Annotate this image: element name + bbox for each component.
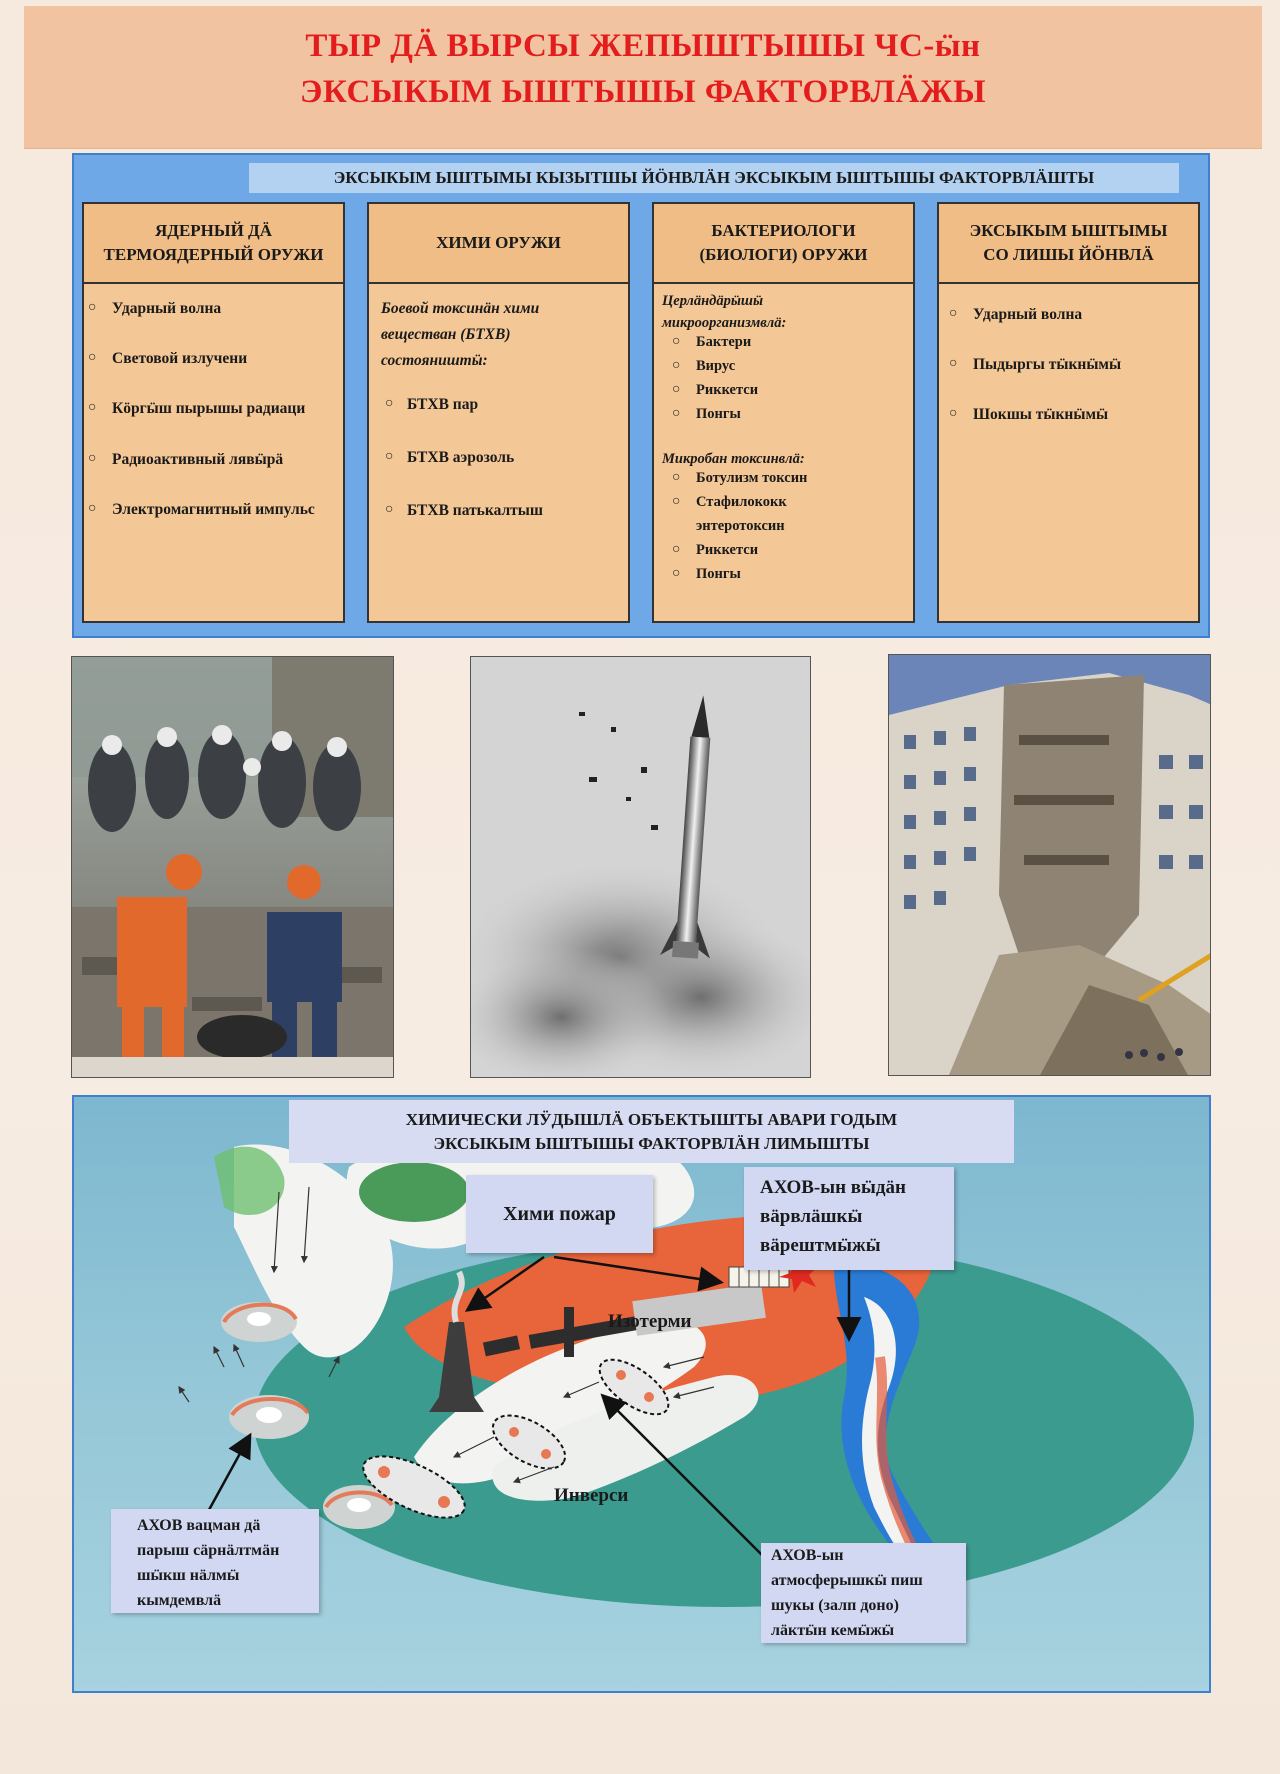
chemical-note-line-2: веществан (БТХВ)	[381, 326, 511, 343]
vapor-cloud-line-3: шӹкш нӓлмӹ	[137, 1567, 240, 1584]
list-item: ○ БТХВ аэрозоль	[381, 449, 621, 502]
list-item-continuation: энтеротоксин	[696, 518, 785, 534]
water-spill-line-2: вӓрвлӓшкӹ	[760, 1206, 863, 1227]
list-item: ○ Стафилококк	[668, 494, 907, 518]
poster-title-line-2: ЭКСЫКЫМ ЫШТЫШЫ ФАКТОРВЛӒЖЫ	[299, 74, 987, 110]
chemical-fire-callout: Хими пожар	[466, 1175, 653, 1253]
biological-weapons-header	[654, 204, 913, 284]
list-item: ○ Понгы	[668, 406, 907, 430]
chemical-factors	[381, 296, 621, 555]
vapor-cloud-callout	[111, 1509, 319, 1613]
list-item: ○ Световой излучени	[84, 350, 343, 400]
isotherm-label: Изотерми	[608, 1311, 692, 1332]
biological-header-line-1: БАКТЕРИОЛОГИ	[711, 221, 856, 240]
bio-note-line-1: Церлӓндӓрӹшӹ	[662, 293, 764, 309]
diagram-title-line-1: ХИМИЧЕСКИ ЛӰДЫШЛӒ ОБЪЕКТЫШТЫ АВАРИ ГОДЫМ	[405, 1109, 898, 1129]
biological-weapons-card	[652, 202, 915, 623]
inversion-label: Инверси	[554, 1485, 629, 1506]
atmospheric-line-2: атмосферышкӹ пиш	[771, 1572, 923, 1589]
other-means-header	[939, 204, 1198, 284]
list-item: ○ Ударный волна	[945, 306, 1190, 356]
other-header-line-1: ЭКСЫКЫМ ЫШТЫМЫ	[969, 221, 1168, 240]
weapons-panel	[72, 153, 1210, 638]
chemical-accident-diagram	[72, 1095, 1211, 1693]
list-item: ○ Кӧргӹш пырышы радиаци	[84, 400, 343, 451]
list-item: ○ Понгы	[668, 566, 907, 590]
water-spill-line-1: АХОВ-ын вӹдӓн	[760, 1177, 906, 1198]
list-item: ○ Шокшы тӹкнӹмӹ	[945, 406, 1190, 456]
bio-note-line-3: Микробан токсинвлӓ:	[662, 451, 805, 467]
biological-header-line-2: (БИОЛОГИ) ОРУЖИ	[699, 245, 868, 264]
list-item: ○ Радиоактивный лявӹрӓ	[84, 451, 343, 501]
poster-title-line-1: ТЫР ДӒ ВЫРСЫ ЖЕПЫШТЫШЫ ЧС-ӹн	[305, 28, 981, 64]
list-item: ○ Риккетси	[668, 542, 907, 566]
nuclear-header-line-2: ТЕРМОЯДЕРНЫЙ ОРУЖИ	[103, 245, 324, 264]
rescue-workers-photo	[71, 656, 394, 1078]
water-spill-callout	[744, 1167, 954, 1270]
list-item: ○ БТХВ пар	[381, 396, 621, 449]
water-spill-line-3: вӓрештмӹжӹ	[760, 1235, 881, 1256]
vapor-cloud-line-1: АХОВ вацман дӓ	[137, 1517, 261, 1534]
chemical-note-line-3: состояништӹ:	[381, 352, 488, 369]
chemical-weapons-card	[367, 202, 630, 623]
other-factors-list	[945, 306, 1190, 456]
list-item: ○ БТХВ патькалтыш	[381, 502, 621, 555]
diagram-title	[289, 1100, 1014, 1163]
list-item: ○ Риккетси	[668, 382, 907, 406]
chemical-note-line-1: Боевой токсинӓн хими	[381, 300, 540, 317]
atmospheric-line-1: АХОВ-ын	[771, 1547, 844, 1564]
list-item: ○ Ботулизм токсин	[668, 470, 907, 494]
other-header-line-2: СО ЛИШЫ ЙӦНВЛӒ	[983, 245, 1154, 264]
missile-launch-photo	[470, 656, 811, 1078]
diagram-title-line-2: ЭКСЫКЫМ ЫШТЫШЫ ФАКТОРВЛӒН ЛИМЫШТЫ	[433, 1133, 870, 1153]
collapsed-building-photo	[888, 654, 1211, 1076]
list-item: ○ Бактери	[668, 334, 907, 358]
vapor-cloud-line-4: кымдемвлӓ	[137, 1592, 222, 1609]
atmospheric-line-3: шукы (залп доно)	[771, 1597, 899, 1614]
atmospheric-line-4: лӓктӹн кемӹжӹ	[771, 1622, 895, 1639]
chemical-weapons-header: ХИМИ ОРУЖИ	[369, 204, 628, 284]
list-item: ○ Электромагнитный импульс	[84, 501, 343, 551]
bio-note-line-2: микроорганизмвлӓ:	[662, 315, 787, 331]
list-item: ○ Ударный волна	[84, 300, 343, 350]
other-means-card	[937, 202, 1200, 623]
nuclear-weapons-header	[84, 204, 343, 284]
atmospheric-release-callout	[761, 1543, 966, 1643]
nuclear-weapons-card	[82, 202, 345, 623]
title-band	[24, 6, 1262, 148]
vapor-cloud-line-2: парыш сӓрнӓлтмӓн	[137, 1542, 280, 1559]
list-item: ○ Пыдыргы тӹкнӹмӹ	[945, 356, 1190, 406]
list-item: ○ Вирус	[668, 358, 907, 382]
nuclear-factors-list	[84, 300, 343, 551]
biological-factors	[662, 290, 907, 590]
nuclear-header-line-1: ЯДЕРНЫЙ ДӒ	[154, 221, 273, 240]
weapons-heading: ЭКСЫКЫМ ЫШТЫМЫ КЫЗЫТШЫ ЙӦНВЛӒН ЭКСЫКЫМ ЫШТЫШЫ ФАКТОРВЛӒШТЫ	[249, 163, 1179, 193]
